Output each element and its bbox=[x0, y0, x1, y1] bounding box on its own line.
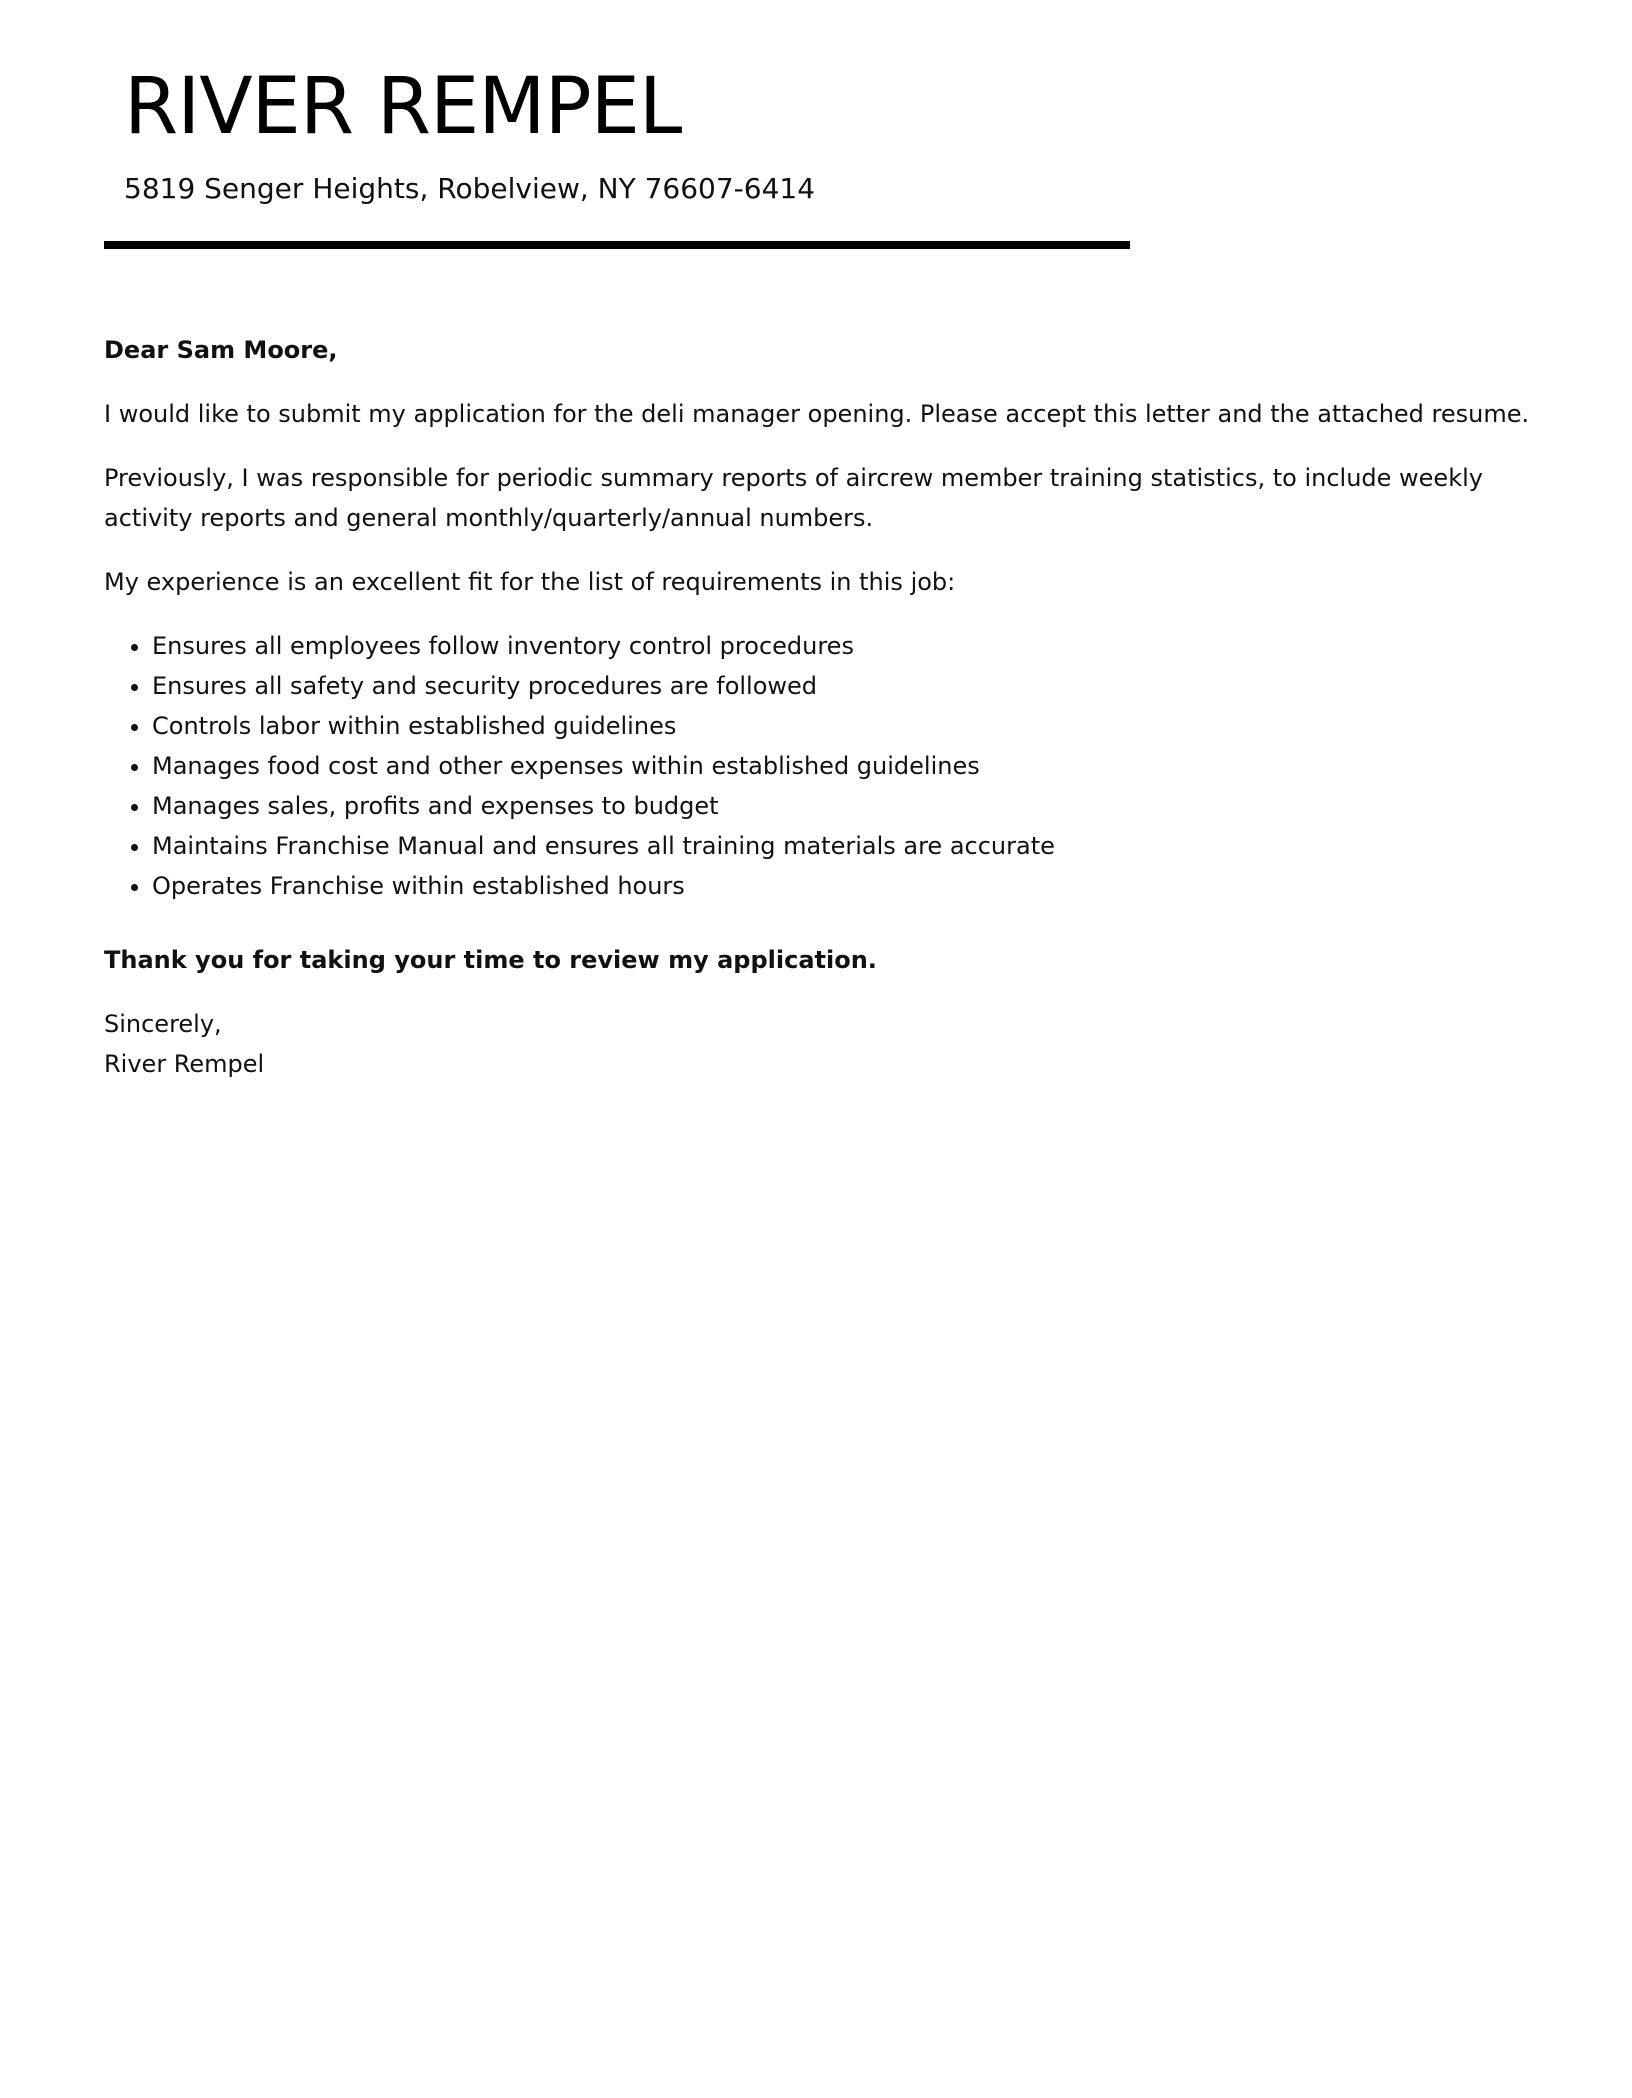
requirement-item: • Ensures all employees follow inventory control procedures bbox=[152, 626, 1544, 666]
applicant-name: RIVER REMPEL bbox=[124, 62, 682, 152]
letter-closing-line: Thank you for taking your time to review my application. bbox=[104, 946, 877, 974]
letter-signoff-block bbox=[104, 1004, 1544, 1084]
letter-signature: River Rempel bbox=[104, 1050, 265, 1078]
requirement-item: • Manages food cost and other expenses within established guidelines bbox=[152, 746, 1544, 786]
requirement-item: • Manages sales, profits and expenses to budget bbox=[152, 786, 1544, 826]
letter-paragraph-requirements-intro: My experience is an excellent fit for the list of requirements in this job: bbox=[104, 568, 956, 596]
letter-paragraph-intro: I would like to submit my application for the deli manager opening. Please accept this letter and the attached resume. bbox=[104, 400, 1530, 428]
letter-signoff: Sincerely, bbox=[104, 1010, 222, 1038]
letter-greeting: Dear Sam Moore, bbox=[104, 336, 338, 364]
letter-body bbox=[104, 330, 1544, 1084]
applicant-address: 5819 Senger Heights, Robelview, NY 76607-6414 bbox=[124, 172, 816, 205]
requirement-item: • Controls labor within established guidelines bbox=[152, 706, 1544, 746]
letter-paragraph-experience: Previously, I was responsible for periodic summary reports of aircrew member training statistics, to include weekly activity reports and general monthly/quarterly/annual numbers. bbox=[104, 464, 1483, 532]
requirement-item: • Maintains Franchise Manual and ensures all training materials are accurate bbox=[152, 826, 1544, 866]
requirement-item: • Ensures all safety and security procedures are followed bbox=[152, 666, 1544, 706]
requirement-item: • Operates Franchise within established hours bbox=[152, 866, 1544, 906]
header-divider bbox=[104, 241, 1130, 249]
requirements-list bbox=[104, 626, 1544, 906]
